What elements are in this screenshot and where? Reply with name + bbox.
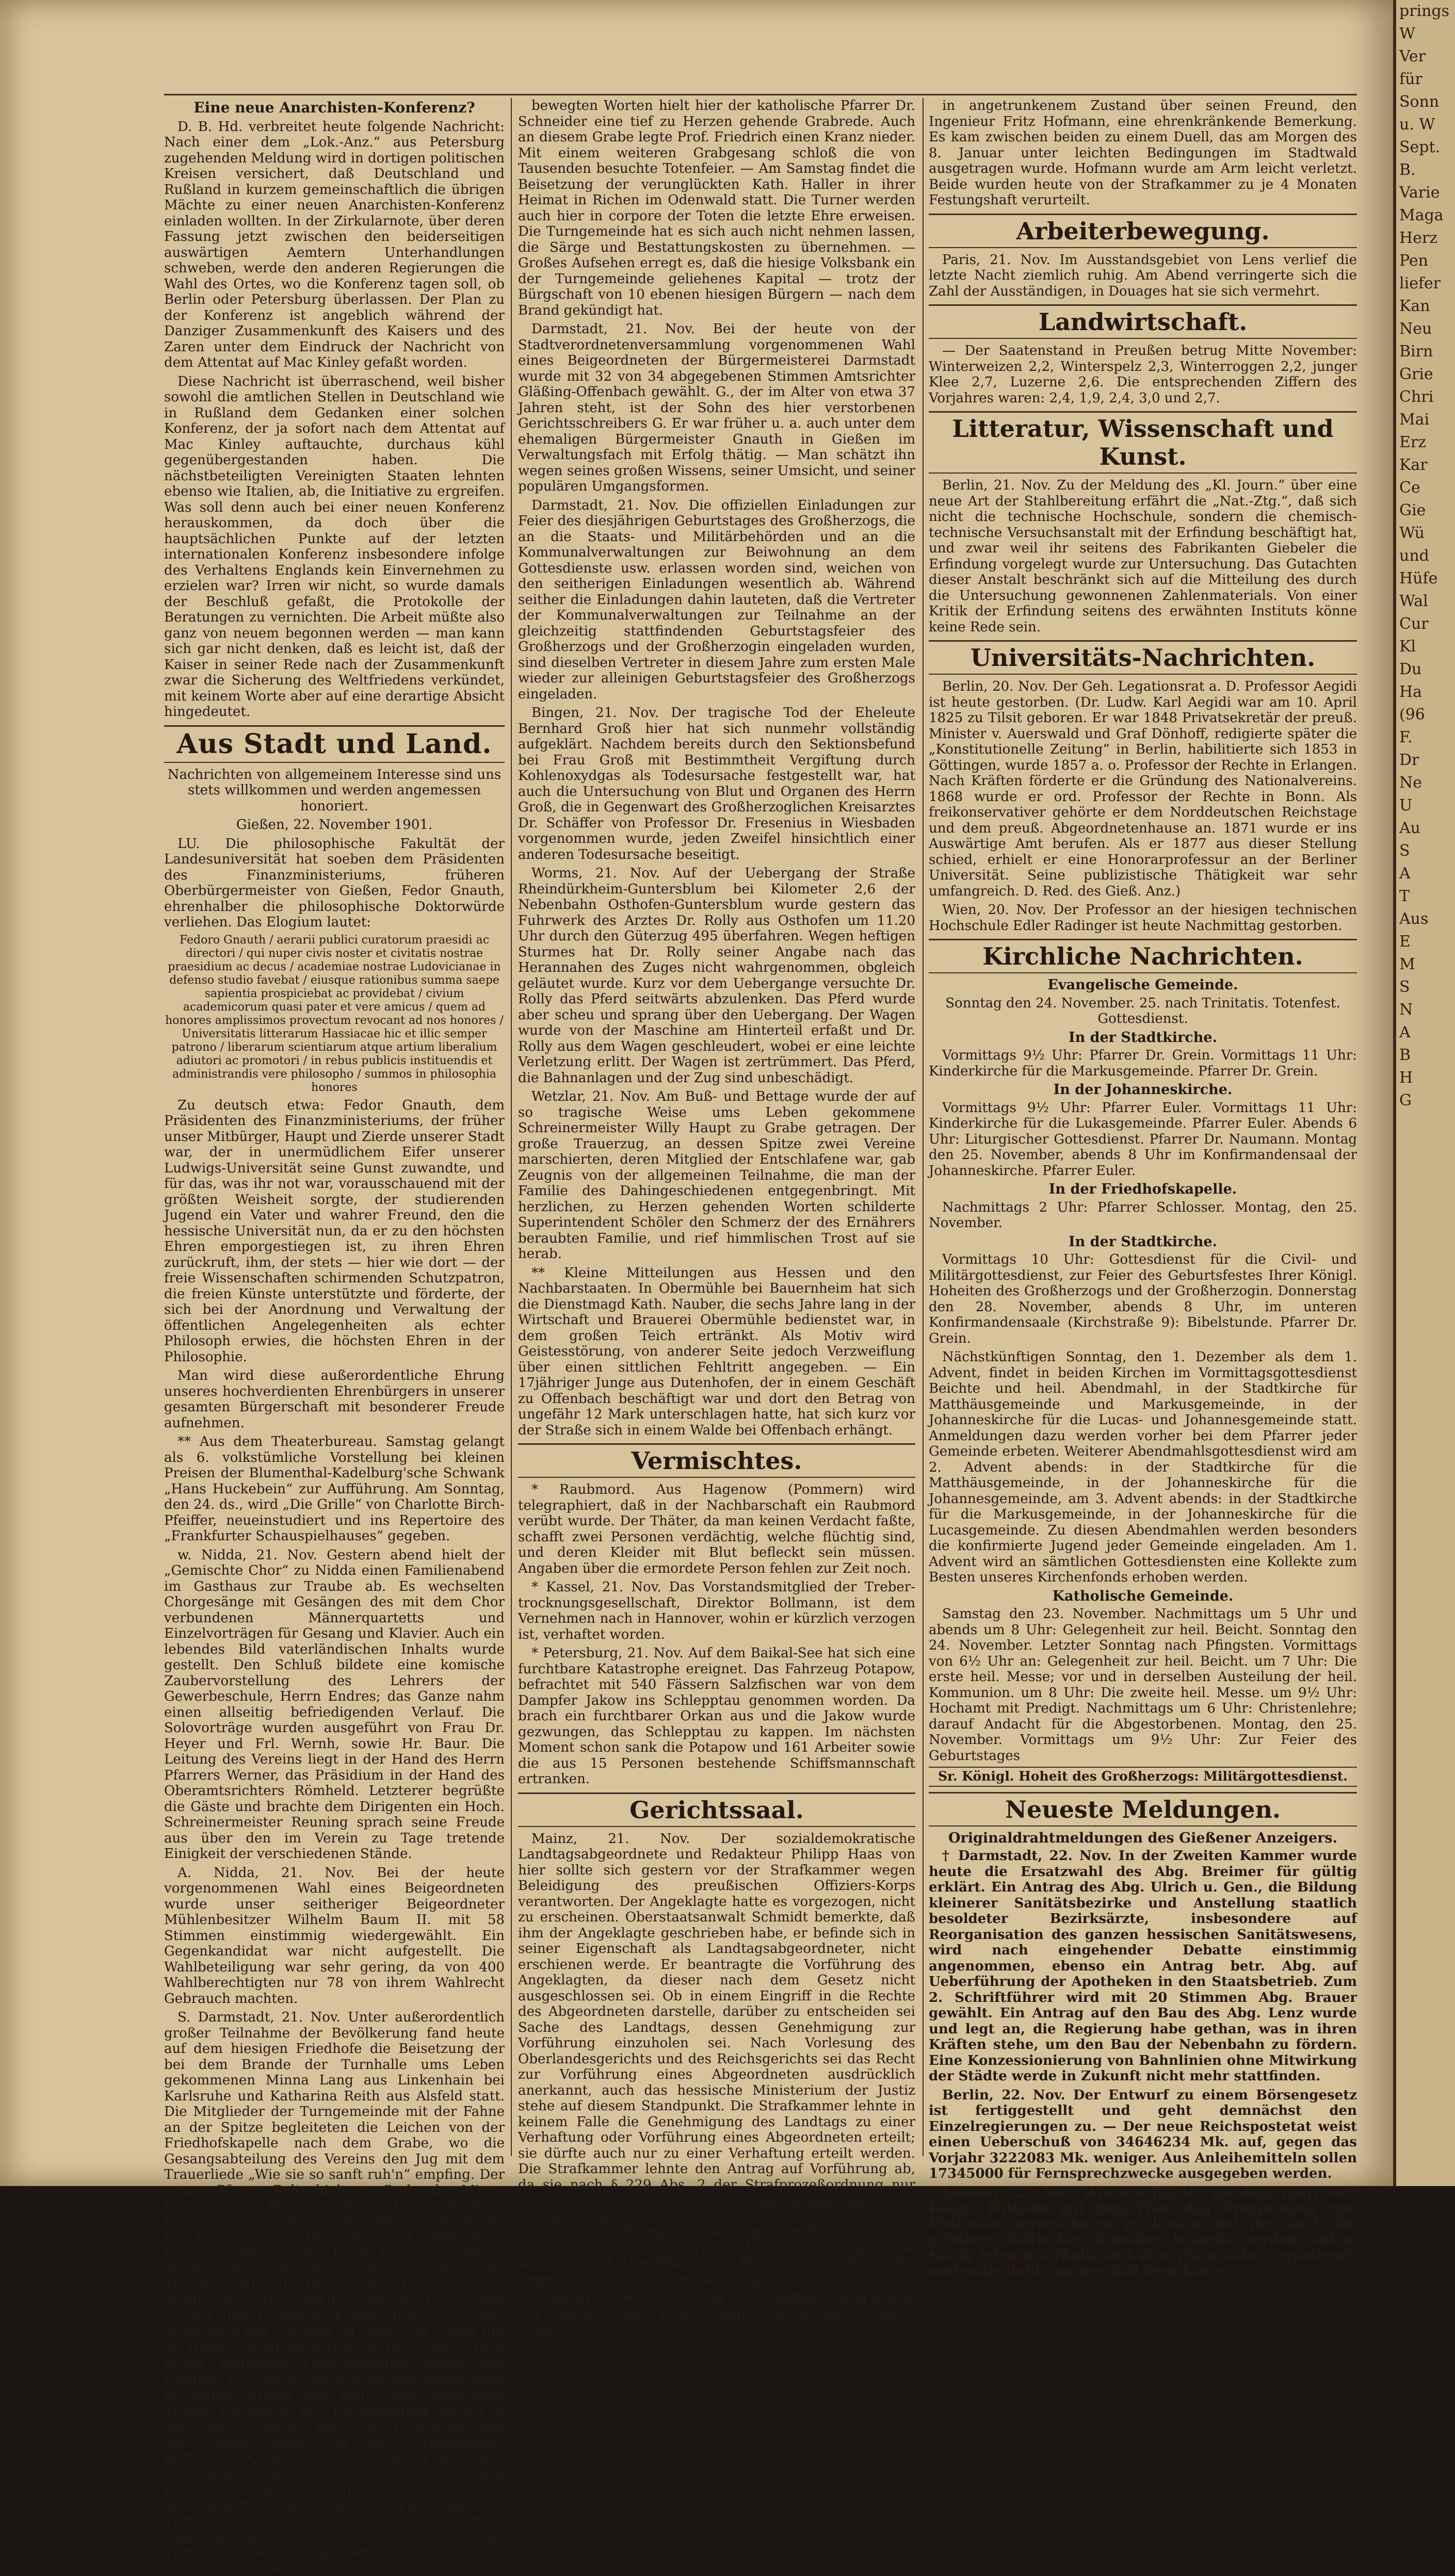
dateline: Gießen, 22. November 1901. xyxy=(236,817,433,833)
section-heading: Vermischtes. xyxy=(518,1443,915,1478)
paragraph: * Kassel, 21. Nov. Das Vorstandsmitglied der Treber-trocknungsgesellschaft, Direktor Bollmann, ist dem Vernehmen nach in Hannover, wohin er kürzlich verzogen ist, verhaftet worden. xyxy=(518,1579,915,1642)
adjacent-page-fragment: Du xyxy=(1399,660,1422,678)
subheading: In der Stadtkirche. xyxy=(1069,1233,1217,1250)
paragraph: Vormittags 9½ Uhr: Pfarrer Dr. Grein. Vormittags 11 Uhr: Kinderkirche für die Markusgemeinde. Pfarrer Dr. Grein. xyxy=(929,1048,1357,1079)
paragraph: * Petersburg, 21. Nov. Auf dem Baikal-See hat sich eine furchtbare Katastrophe ereignet. Das Fahrzeug Potapow, befrachtet mit 540 Fässern Salzfischen war von dem Dampfer Jakow ins Schlepptau genommen worden. Da brach ein furchtbarer Orkan aus und die Jakow wurde gezwungen, das Schlepptau zu kappen. Im nächsten Moment schon sank die Potapow und 161 Arbeiter sowie die aus 15 Personen bestehende Schiffsmannschaft ertranken. xyxy=(518,1645,915,1787)
adjacent-page-fragment: Sept. xyxy=(1399,138,1441,156)
adjacent-page-fragment: T xyxy=(1399,887,1410,905)
paragraph: Wetzlar, 21. Nov. Am Buß- und Bettage wurde der auf so tragische Weise ums Leben gekommene Schreinermeister Willy Haupt zu Grabe getragen. Der große Trauerzug, an dessen Spitze zwei Vereine marschierten, deren Mitglied der Entschlafene war, gab Zeugnis von der allgemeinen Teilnahme, die man der Familie des Dahingeschiedenen entgegenbringt. Mit herzlichen, zu Herzen gehenden Worten schilderte Superintendent Schöler den Schmerz der des Ernährers beraubten Familie, und rief himmlischen Trost auf sie herab. xyxy=(518,1089,915,1262)
adjacent-page-fragment: A xyxy=(1399,1023,1411,1041)
section-heading: Gerichtssaal. xyxy=(518,1792,915,1827)
notice: Nachrichten von allgemeinem Interesse sind uns stets willkommen und werden angemessen honoriert. xyxy=(167,767,502,814)
adjacent-page-fragment: Maga xyxy=(1399,206,1444,224)
adjacent-page-fragment: Cur xyxy=(1399,615,1429,633)
paragraph: * Raubmord. Aus Hagenow (Pommern) wird telegraphiert, daß in der Nachbarschaft ein Raubmord verübt wurde. Der Thäter, da man keinen Verdacht faßte, schafft zwei Personen verdächtig, welche flüchtig sind, und deren Kleider mit Blut befleckt sein müssen. Angaben über die ermordete Person fehlen zur Zeit noch. xyxy=(518,1482,915,1576)
adjacent-page-fragment: Kl xyxy=(1399,638,1416,656)
section-heading: Arbeiterbewegung. xyxy=(929,214,1357,248)
adjacent-page-fragment: U xyxy=(1399,796,1413,814)
paragraph: ** Aus dem Theaterbureau. Samstag gelangt als 6. volkstümliche Vorstellung bei kleinen Preisen der Blumenthal-Kadelburg'sche Schwank „Hans Huckebein“ zur Aufführung. Am Sonntag, den 24. ds., wird „Die Grille“ von Charlotte Birch-Pfeiffer, neueinstudiert und ins Repertoire des „Frankfurter Schauspielhauses“ gegeben. xyxy=(164,1434,505,1544)
footer-line: Sr. Königl. Hoheit des Großherzogs: Militärgottesdienst. xyxy=(929,1767,1357,1787)
paragraph: Frankfurt a. M., 21. Nov. In der Schöffensitzung wurde der Ingenieur Karl Eduard August Beck, wie er selbst angiebt, xyxy=(518,2290,915,2337)
adjacent-page-fragment: Chri xyxy=(1399,388,1434,406)
adjacent-page-fragment: Erz xyxy=(1399,433,1427,451)
adjacent-page-fragment: G xyxy=(1399,1091,1412,1110)
section-heading: Neueste Meldungen. xyxy=(929,1792,1357,1827)
paragraph: Nachmittags 2 Uhr: Pfarrer Schlosser. Montag, den 25. November. xyxy=(929,1199,1357,1231)
subheading: In der Johanneskirche. xyxy=(1053,1082,1233,1098)
paragraph: Berlin, 20. Nov. Der Geh. Legationsrat a. D. Professor Aegidi ist heute gestorben. (Dr. Ludw. Karl Aegidi war am 10. April 1825 zu Tilsit geboren. Er war 1848 Privatsekretär der preuß. Minister v. Auerswald und Graf Dönhoff, redigierte später die „Konstitutionelle Zeitung“ in Berlin, habilitierte sich 1853 in Göttingen, wurde 1857 a. o. Professor der Rechte in Erlangen. Nach Kräften förderte er die Gründung des Nationalvereins. 1868 wurde er ord. Professor der Rechte in Bonn. Als freikonservativer gehörte er dem Norddeutschen Reichstage und dem preuß. Abgeordnetenhause an. 1871 wurde er ins Auswärtige Amt berufen. Als er 1877 aus dieser Stellung schied, erhielt er eine Honorarprofessur an der Berliner Universität. Seine publizistische Thätigkeit war sehr umfangreich. D. Red. des Gieß. Anz.) xyxy=(929,679,1357,899)
paragraph: S. Darmstadt, 21. Nov. Unter außerordentlich großer Teilnahme der Bevölkerung fand heute auf dem hiesigen Friedhofe die Beisetzung der bei dem Brande der Turnhalle ums Leben gekommenen Minna Lang aus Linkenhain bei Karlsruhe und Katharina Reith aus Alsfeld statt. Die Mitglieder der Turngemeinde mit der Fahne an der Spitze begleiteten die Leichen von der Friedhofskapelle nach dem Grabe, wo die Gesangsabteilung des Vereins den Jug mit dem Trauerliede „Wie sie so sanft ruh'n“ empfing. Der evang. Pfarrer Belte hielt am Grabe der Minna Lang eine zu Herzen gehende Grabrede. Prof. Friedrich, der erste Sprecher der Turngemeinde, trat hierauf an den Grabhügel und schilderte in bewegten Worten das kaum faßbare Unglück. Noch zwei Stunden vorher seien der Turngemeinde die Räume der Turnhalle eine Stätte der Fröhlichkeit gewesen. Ueber den Verlust des Gebäudes könnte man sich aber, wenn auch mit Thränen im Auge und einem Riß im Herzen, schließlich trösten. Doch der Verlust dreier blühender Menschenleben mache das Unglück so schwer; für den Verlust dieser gebe es keinen Ersatz und kein Gang gewordene Trauer. Im Namen der Turngemeinde sprach er den Hinterbliebenen herzliches Beileid aus und legte dann einen von der Turngemeinde gestifteten Kranz nieder. Es wurden außerdem zahlreiche Kränze, u. a. einer von dem Frankfurter Kellnerverein, an dem Grabe niedergelegt. „Auferstehn, ja Auferstehn“ der Turnerschaft schloß diesen Teil der erhebenden Feier. Inzwischen nahte schon der Zug der Turner mit der verunglückten Kath. Reith. Ihr ebenso feierlichen xyxy=(164,2010,505,2576)
paragraph: in angetrunkenem Zustand über seinen Freund, den Ingenieur Fritz Hofmann, eine ehrenkränkende Bemerkung. Es kam zwischen beiden zu einem Duell, das am Morgen des 8. Januar unter leichten Bedingungen im Stadtwald ausgetragen wurde. Hofmann wurde am Arm leicht verletzt. Beide wurden heute von der Strafkammer zu je 4 Monaten Festungshaft verurteilt. xyxy=(929,98,1357,208)
column-1 xyxy=(164,98,505,2576)
article-title: Eine neue Anarchisten-Konferenz? xyxy=(193,99,475,116)
adjacent-page-fragment: Aus xyxy=(1399,910,1429,928)
subheading: In der Stadtkirche. xyxy=(1069,1029,1217,1046)
paragraph: Wien, 20. Nov. Der Professor an der hiesigen technischen Hochschule Edler Radinger ist heute Nachmittag gestorben. xyxy=(929,902,1357,934)
adjacent-page-fragment: Au xyxy=(1399,819,1420,837)
adjacent-page-fragment: F. xyxy=(1399,728,1413,746)
paragraph: Zu deutsch etwa: Fedor Gnauth, dem Präsidenten des Finanzministeriums, der früher unser Mitbürger, Haupt und Zierde unserer Stadt war, der in unermüdlichem Eifer unserer Ludwigs-Universität seine Gunst zuwandte, und für das, was ihr not war, vorausschauend mit der größten Weisheit sorgte, der studierenden Jugend ein Vater und wahrer Freund, den die hessische Universität nun, da er zu den höchsten Ehren emporgestiegen ist, zu ihren Ehren zurückruft, ihm, der stets — hier wie dort — der freie Wissenschaften schirmenden Schutzpatron, die freien Künste unterstützte und förderte, der sich bei der Anordnung und Verwaltung der öffentlichen Angelegenheiten als echter Philosoph erwies, die höchsten Ehren in der Philosophie. xyxy=(164,1097,505,1365)
paragraph: Bingen, 21. Nov. Der tragische Tod der Eheleute Bernhard Groß hier hat sich nunmehr vollständig aufgeklärt. Nachdem bereits durch den Sektionsbefund bei Frau Groß mit Bestimmtheit Vergiftung durch Kohlenoxydgas als Todesursache festgestellt war, hat auch die Untersuchung von Blut und Organen des Herrn Groß, die in Gegenwart des Großherzoglichen Kreisarztes Dr. Schäffer von Professor Dr. Fresenius in Wiesbaden vorgenommen wurde, jeden Zweifel hinsichtlich einer anderen Todesursache beseitigt. xyxy=(518,705,915,862)
subheading: Katholische Gemeinde. xyxy=(1052,1588,1234,1604)
paragraph: Man wird diese außerordentliche Ehrung unseres hochverdienten Ehrenbürgers in unserer gesamten Bürgerschaft mit besonderer Freude aufnehmen. xyxy=(164,1368,505,1431)
paragraph: w. Nidda, 21. Nov. Gestern abend hielt der „Gemischte Chor“ zu Nidda einen Familienabend im Gasthaus zur Traube ab. Es wechselten Chorgesänge mit Gesängen des mit dem Chor verbundenen Männerquartetts und Einzelvorträgen für Gesang und Klavier. Auch ein lebendes Bild vaterländischen Inhalts wurde gestellt. Den Schluß bildete eine komische Zaubervorstellung des Lehrers der Gewerbeschule, Herrn Endres; das Ganze nahm einen allseitig befriedigenden Verlauf. Die Solovorträge wurden ausgeführt von Frau Dr. Heyer und Frl. Wernh, sowie Hr. Baur. Die Leitung des Vereins liegt in der Hand des Herrn Pfarrers Werner, das Präsidium in der Hand des Oberamtsrichters Römheld. Letzterer begrüßte die Gäste und brachte dem Dirigenten ein Hoch. Schreinermeister Reuning sprach seine Freude aus über den im Verein zu Tage tretende Einigkeit der verschiedenen Stände. xyxy=(164,1547,505,1862)
paragraph: bewegten Worten hielt hier der katholische Pfarrer Dr. Schneider eine tief zu Herzen gehende Grabrede. Auch an diesem Grabe legte Prof. Friedrich einen Kranz nieder. Mit einem weiteren Grabgesang schloß die von Tausenden besuchte Totenfeier. — Am Samstag findet die Beisetzung der verunglückten Kath. Haller in ihrer Heimat in Richen im Odenwald statt. Die Turner werden auch hier in corpore der Toten die letzte Ehre erweisen. Die Turngemeinde hat es sich auch nicht nehmen lassen, die Särge und Bestattungskosten zu übernehmen. — Großes Aufsehen erregt es, daß die hiesige Volksbank ein der Turngemeinde geliehenes Kapital — trotz der Bürgschaft von 10 ebenen hiesigen Bürgern — nach dem Brand gekündigt hat. xyxy=(518,98,915,318)
adjacent-page-fragment: u. W xyxy=(1399,116,1435,134)
paragraph: Nächstkünftigen Sonntag, den 1. Dezember als dem 1. Advent, findet in beiden Kirchen im Vormittagsgottesdienst Beichte und heil. Abendmahl, in der Stadtkirche für Matthäusgemeinde und Markusgemeinde, in der Johanneskirche für die Lucas- und Johannesgemeinde statt. Anmeldungen dazu werden vorher bei dem Pfarrer jeder Gemeinde erbeten. Weiterer Abendmahlsgottesdienst wird am 2. Advent abends: in der Stadtkirche für die Matthäusgemeinde, in der Johanneskirche für die Johannesgemeinde, am 3. Advent abends: in der Stadtkirche für die Markusgemeinde, in der Johanneskirche für die Lucasgemeinde. Zu diesen Abendmahlen werden besonders die konfirmierte Jugend jeder Gemeinde eingeladen. Am 1. Advent wird an sämtlichen Gottesdiensten eine Kollekte zum Besten unseres Kirchenfonds erhoben werden. xyxy=(929,1349,1357,1585)
paragraph: Worms, 21. Nov. Auf der Uebergang der Straße Rheindürkheim-Guntersblum bei Kilometer 2,6 der Nebenbahn Osthofen-Guntersblum wurde gestern das Fuhrwerk des Arztes Dr. Rolly aus Osthofen um 11.20 Uhr durch den Güterzug 495 überfahren. Wegen heftigen Sturmes hat Dr. Rolly seiner Angabe nach das Herannahen des Zuges nicht wahrgenommen, obgleich geläutet wurde. Kurz vor dem Uebergange versuchte Dr. Rolly das Pferd seitwärts abzulenken. Das Pferd wurde aber scheu und sprang über den Uebergang. Der Wagen wurde von der Maschine am Hinterteil erfaßt und Dr. Rolly aus dem Wagen geschleudert, wobei er eine leichte Verletzung erlitt. Der Wagen ist zertrümmert. Das Pferd, die Bahnanlagen und der Zug sind unbeschädigt. xyxy=(518,866,915,1086)
column-rule-2 xyxy=(923,98,924,2156)
adjacent-page-fragment: H xyxy=(1399,1069,1413,1087)
adjacent-page-fragment: E xyxy=(1399,933,1411,951)
adjacent-page-fragment: Ne xyxy=(1399,774,1422,792)
section-heading: Landwirtschaft. xyxy=(929,304,1357,339)
section-heading: Kirchliche Nachrichten. xyxy=(929,939,1357,973)
paragraph: Berlin, 22. Nov. Der Entwurf zu einem Börsengesetz ist fertiggestellt und geht demnächst den Einzelregierungen zu. — Der neue Reichspostetat weist einen Ueberschuß von 34646234 Mk. auf, gegen das Vorjahr 3222083 Mk. weniger. Aus Anleihemitteln sollen 17345000 für Fernsprechzwecke ausgegeben werden. xyxy=(929,2087,1357,2181)
adjacent-page-fragment: Sonn xyxy=(1399,93,1440,111)
adjacent-page-fragment: S xyxy=(1399,978,1410,996)
paragraph: ** Kleine Mitteilungen aus Hessen und den Nachbarstaaten. In Obermühle bei Bauernheim hat sich die Dienstmagd Kath. Nauber, die sechs Jahre lang in der Wirtschaft und Brauerei Obermühle bedienstet war, in dem großen Teich ertränkt. Als Motiv wird Geistesstörung, von anderer Seite jedoch Verzweiflung über einen sittlichen Fehltritt angegeben. — Ein 17jähriger Junge aus Dutenhofen, der in einem Geschäft zu Offenbach beschäftigt war und dort den Betrag von ungefähr 12 Mark unterschlagen hatte, hat sich kurz vor der Straße sich in einem Walde bei Offenbach erhängt. xyxy=(518,1265,915,1438)
adjacent-page-fragment: Varie xyxy=(1399,184,1440,202)
column-2 xyxy=(518,98,915,2337)
adjacent-page-fragment: (96 xyxy=(1399,706,1425,724)
paragraph: Berlin, 21. Nov. Zu der Meldung des „Kl. Journ.“ über eine neue Art der Stahlbereitung erfährt die „Nat.-Ztg.“, daß sich nicht die technische Hochschule, sondern die chemisch-technische Versuchsanstalt mit der Erfindung beschäftigt hat, und zwar weil ihr seitens des Fabrikanten Giebeler die Erfindung vorgelegt wurde zur Untersuchung. Das Gutachten dieser Anstalt beschränkt sich auf die Mitteilung des durch die Untersuchung gewonnenen Zahlenmaterials. Von einer Kritik der Erfindung seitens des erwähnten Instituts könne keine Rede sein. xyxy=(929,478,1357,635)
adjacent-page-fragment: N xyxy=(1399,1001,1413,1019)
adjacent-page-fragment: Hüfe xyxy=(1399,569,1438,588)
paragraph: Darmstadt, 21. Nov. Die offiziellen Einladungen zur Feier des diesjährigen Geburtstages des Großherzogs, die an die Staats- und Militärbehörden und an die Kommunalverwaltungen zur Beiwohnung an dem Gottesdienste usw. erlassen worden sind, weichen von den seitherigen Einladungen wesentlich ab. Während seither die Einladungen dahin lauteten, daß die Vertreter der Kommunalverwaltungen zur Teilnahme an der gleichzeitig stattfindenden Geburtstagsfeier des Großherzogs und der Großherzogin eingeladen wurden, sind dieselben Vertreter in diesem Jahre zum ersten Male wieder zur alleinigen Geburtstagsfeier des Großherzogs eingeladen. xyxy=(518,497,915,702)
paragraph: Darmstadt, 21. Nov. Bei der heute von der Stadtverordnetenversammlung vorgenommenen Wahl eines Beigeordneten der Bürgermeisterei Darmstadt wurde mit 32 von 34 abgegebenen Stimmen Amtsrichter Gläßing-Offenbach gewählt. G., der im Alter von etwa 37 Jahren steht, ist der Sohn des hier verstorbenen Gerichtsschreibers G. Er war früher u. a. auch unter dem ehemaligen Bürgermeister Gnauth in Gießen im Verwaltungsfach mit Erfolg thätig. — Man schätzt ihn wegen seines großen Wissens, seiner Umsicht, und seiner populären Umgangsformen. xyxy=(518,321,915,494)
paragraph: Sonntag den 24. November. 25. nach Trinitatis. Totenfest. Gottesdienst. xyxy=(945,995,1340,1026)
adjacent-page-fragment: Wü xyxy=(1399,524,1425,542)
section-heading: Universitäts-Nachrichten. xyxy=(929,640,1357,675)
paragraph: LU. Die philosophische Fakultät der Landesuniversität hat soeben dem Präsidenten des Finanzministeriums, früheren Oberbürgermeister von Gießen, Fedor Gnauth, ehrenhalber die philosophische Doktorwürde verliehen. Das Elogium lautet: xyxy=(164,836,505,930)
paragraph: Vormittags 10 Uhr: Gottesdienst für die Civil- und Militärgottesdienst, zur Feier des Geburtsfestes Ihrer Königl. Hoheiten des Großherzogs und der Großherzogin. Donnerstag den 28. November, abends 8 Uhr, im unteren Konfirmandensaale (Kirchstraße 9): Bibelstunde. Pfarrer Dr. Grein. xyxy=(929,1252,1357,1346)
adjacent-page-fragment: Neu xyxy=(1399,320,1432,338)
paragraph: D. B. Hd. verbreitet heute folgende Nachricht: Nach einer dem „Lok.-Anz.“ aus Petersburg zugehenden Meldung wird in dortigen politischen Kreisen versichert, daß Deutschland und Rußland in kurzem gemeinschaftlich die übrigen Mächte zu einer neuen Anarchisten-Konferenz einladen wollten. In der Zirkularnote, über deren Fassung jetzt zwischen den beiderseitigen auswärtigen Aemtern Unterhandlungen schweben, werde den anderen Regierungen die Wahl des Ortes, wo die Konferenz tagen soll, ob Berlin oder Petersburg überlassen. Der Plan zu der Konferenz ist angeblich während der Danziger Zusammenkunft des Kaisers und des Zaren unter dem Eindruck der Nachricht von dem Attentat auf Mac Kinley gefaßt worden. xyxy=(164,119,505,370)
adjacent-page-fragment: Dr xyxy=(1399,751,1419,769)
paragraph: A. Nidda, 21. Nov. Bei der heute vorgenommenen Wahl eines Beigeordneten wurde unser seitheriger Beigeordneter Mühlenbesitzer Wilhelm Baum II. mit 58 Stimmen einstimmig wiedergewählt. Ein Gegenkandidat war nicht aufgestellt. Die Wahlbeteiligung war sehr gering, da von 400 Wahlberechtigten nur 78 von ihrem Wahlrecht Gebrauch machten. xyxy=(164,1865,505,2007)
subheading: Evangelische Gemeinde. xyxy=(1047,977,1238,993)
section-heading: Litteratur, Wissenschaft und Kunst. xyxy=(929,411,1357,474)
paragraph: — Der Saatenstand in Preußen betrug Mitte November: Winterweizen 2,2, Winterspelz 2,3, Winterroggen 2,2, junger Klee 2,7, Luzerne 2,6. Die entsprechenden Ziffern des Vorjahres waren: 2,4, 1,9, 2,4, 3,0 und 2,7. xyxy=(929,343,1357,406)
section-heading: Aus Stadt und Land. xyxy=(164,725,505,763)
adjacent-page-fragment: Ce xyxy=(1399,479,1420,497)
column-3 xyxy=(929,98,1357,2279)
paragraph: Vormittags 9½ Uhr: Pfarrer Euler. Vormittags 11 Uhr: Kinderkirche für die Lukasgemeinde. Pfarrer Euler. Abends 6 Uhr: Liturgischer Gottesdienst. Pfarrer Dr. Naumann. Montag den 25. November, abends 8 Uhr im Konfirmandensaal der Johanneskirche. Pfarrer Euler. xyxy=(929,1100,1357,1179)
subheading: In der Friedhofskapelle. xyxy=(1048,1181,1237,1197)
paragraph: Diese Nachricht ist überraschend, weil bisher sowohl die amtlichen Stellen in Deutschland wie in Rußland dem Gedanken einer solchen Konferenz, der ja sofort nach dem Attentat auf Mac Kinley auftauchte, durchaus kühl gegenübergestanden haben. Die nächstbeteiligten Vereinigten Staaten lehnten ebenso wie Italien, ab, die Initiative zu ergreifen. Was soll denn auch bei einer neuen Konferenz herauskommen, da doch über die hauptsächlichen Punkte auf der letzten internationalen Konferenz insbesondere infolge des Verhaltens Englands kein Einvernehmen zu erzielen war? Irren wir nicht, so wurde damals der Beschluß gefaßt, die Protokolle der Beratungen zu vernichten. Die Arbeit müßte also ganz von neuem begonnen werden — man kann sich gar nicht denken, daß es leicht ist, daß der Kaiser in seiner Rede nach der Zusammenkunft zwar die Sicherung des Weltfriedens verkündet, mit keinem Worte aber auf eine derartige Absicht hingedeutet. xyxy=(164,373,505,720)
column-rule-1 xyxy=(511,98,512,2156)
adjacent-page-fragment: A xyxy=(1399,865,1411,883)
paragraph: Paris, 21. Nov. Im Ausstandsgebiet von Lens verlief die letzte Nacht ziemlich ruhig. Am Abend verringerte sich die Zahl der Ausständigen, in Douages hat sie sich vermehrt. xyxy=(929,252,1357,299)
adjacent-page-fragment: Ver xyxy=(1399,47,1426,66)
adjacent-page-fragment: W xyxy=(1399,25,1415,43)
adjacent-page-fragment: Wal xyxy=(1399,592,1428,610)
adjacent-page-fragment: S xyxy=(1399,842,1410,860)
adjacent-page-fragment: Grie xyxy=(1399,365,1433,383)
adjacent-page-fragment: liefer xyxy=(1399,274,1441,292)
adjacent-page-fragment: Birn xyxy=(1399,343,1433,361)
adjacent-page-edge xyxy=(1393,0,1455,2186)
adjacent-page-fragment: Gie xyxy=(1399,501,1426,519)
subheading: Originaldrahtmeldungen des Gießener Anzeigers. xyxy=(948,1830,1337,1846)
paragraph: Mainz, 21. Nov. Der sozialdemokratische Landtagsabgeordnete und Redakteur Philipp Haas von hier sollte sich gestern vor der Strafkammer wegen Beleidigung des preußischen Offiziers-Korps verantworten. Der Angeklagte hatte es vorgezogen, nicht zu erscheinen. Oberstaatsanwalt Schmidt bemerkte, daß ihm der Angeklagte geschrieben habe, er befinde sich in seiner Eigenschaft als Landtagsabgeordneter, nicht erschienen werde. Er beantragte die Vorführung des Angeklagten, da dieser nach dem Gesetz nicht ausgeschlossen sei. Ob in einem Eingriff in die Rechte des Abgeordneten darstelle, darüber zu entscheiden sei Sache des Landtags, dessen Genehmigung zur Vorführung einzuholen sei. Nach Vorlesung des Oberlandesgerichts und des Reichsgerichts sei das Recht zur Vorführung eines Abgeordneten ausdrücklich anerkannt, auch das hessische Ministerium der Justiz stehe auf diesem Standpunkt. Die Strafkammer lehnte in keinem Falle die Genehmigung des Landtags zu einer Verhaftung oder Vorführung eines Abgeordneten erteilt; sie dürfte auch nur zu einer Verhaftung erteilt werden. Die Strafkammer lehnte den Antrag auf Vorführung ab, da sie nach § 229 Abs. 2 der Strafprozeßordnung nur bann gerechtfertigt sei, wenn der Angeklagte nicht genügend entschuldigt ist. Es sei aber anzunehmen, daß er durch die Sitzung des Landtags und der Ausschüsse dort persönlich verhindert sei. Die Verhandlung wurde vertagt und Rechtsanwalt Bühler die Ehre des Angeklagten genügend entschuldigt. xyxy=(518,1831,915,2287)
adjacent-page-fragment: B. xyxy=(1399,161,1416,179)
adjacent-page-fragments xyxy=(1396,0,1455,1112)
adjacent-page-fragment: Pen xyxy=(1399,252,1428,270)
adjacent-page-fragment: Ha xyxy=(1399,683,1422,701)
adjacent-page-fragment: und xyxy=(1399,547,1429,565)
paragraph: † Darmstadt, 22. Nov. In der Zweiten Kammer wurde heute die Ersatzwahl des Abg. Breimer für gültig erklärt. Ein Antrag des Abg. Ulrich u. Gen., die Bildung kleinerer Sanitätsbezirke und Anstellung staatlich besoldeter Bezirksärzte, insbesondere auf Reorganisation des ganzen hessischen Sanitätswesens, wird nach eingehender Debatte einstimmig angenommen, ebenso ein Antrag betr. Abg. auf Ueberführung der Apotheken in den Staatsbetrieb. Zum 2. Schriftführer wird mit 20 Stimmen Abg. Brauer gewählt. Ein Antrag auf den Bau des Abg. Lenz wurde und legt an, die Regierung habe gethan, was in ihren Kräften stehe, um den Bau der Nebenbahn zu fördern. Eine Konzessionierung von Bahnlinien ohne Mitwirkung der Städte werde in Zukunft nicht mehr stattfinden. xyxy=(929,1848,1357,2084)
adjacent-page-fragment: Herz xyxy=(1399,229,1438,247)
adjacent-page-fragment: für xyxy=(1399,70,1422,88)
paragraph: London, 22. Nov. Wie die Blätter melden, trägt sich Kaiser Wilhelm mit dem Plan, den Kronprinzen eine Weltreise unternehmen zu lassen, bei der auch die größeren britischen Kolonien besucht werden sollen. König Eduard verhalte sich dem Plane sehr sympathisch und wolle dafür sorgen, daß dem Kron- xyxy=(929,2184,1357,2279)
adjacent-page-fragment: B xyxy=(1399,1046,1411,1064)
adjacent-page-fragment: Mai xyxy=(1399,411,1430,429)
adjacent-page-fragment: prings xyxy=(1399,2,1450,20)
adjacent-page-fragment: M xyxy=(1399,955,1415,973)
latin-elogium: Fedoro Gnauth / aerarii publici curatorum praesidi ac directori / qui nuper civis noster et civitatis nostrae praesidium ac decus / academiae nostrae Ludovicianae in defenso studio favebat / eiusque rationibus summa saepe sapientia prospiciebat ac providebat / civium academicorum quasi pater et vere amicus / quem ad honores amplissimos provectum revocant ad nos honores / Universitatis litterarum Hassiacae hic et illic semper patrono / liberarum scientiarum atque artium liberalium adiutori ac promotori / in rebus publicis instituendis et administrandis vere philosopho / summos in philosophia honores xyxy=(165,933,504,1094)
adjacent-page-fragment: Kar xyxy=(1399,456,1428,474)
paragraph: Samstag den 23. November. Nachmittags um 5 Uhr und abends um 8 Uhr: Gelegenheit zur heil. Beicht. Sonntag den 24. November. Letzter Sonntag nach Pfingsten. Vormittags von 6½ Uhr an: Gelegenheit zur heil. Beicht. um 7 Uhr: Die erste heil. Messe; vor und in derselben Austeilung der heil. Kommunion. um 8 Uhr: Die zweite heil. Messe. um 9½ Uhr: Hochamt mit Predigt. Nachmittags um 6 Uhr: Christenlehre; darauf Andacht für die Abgestorbenen. Montag, den 25. November. Vormittags um 9½ Uhr: Zur Feier des Geburtstages xyxy=(929,1606,1357,1764)
adjacent-page-fragment: Kan xyxy=(1399,297,1430,315)
top-rule xyxy=(164,94,1357,95)
